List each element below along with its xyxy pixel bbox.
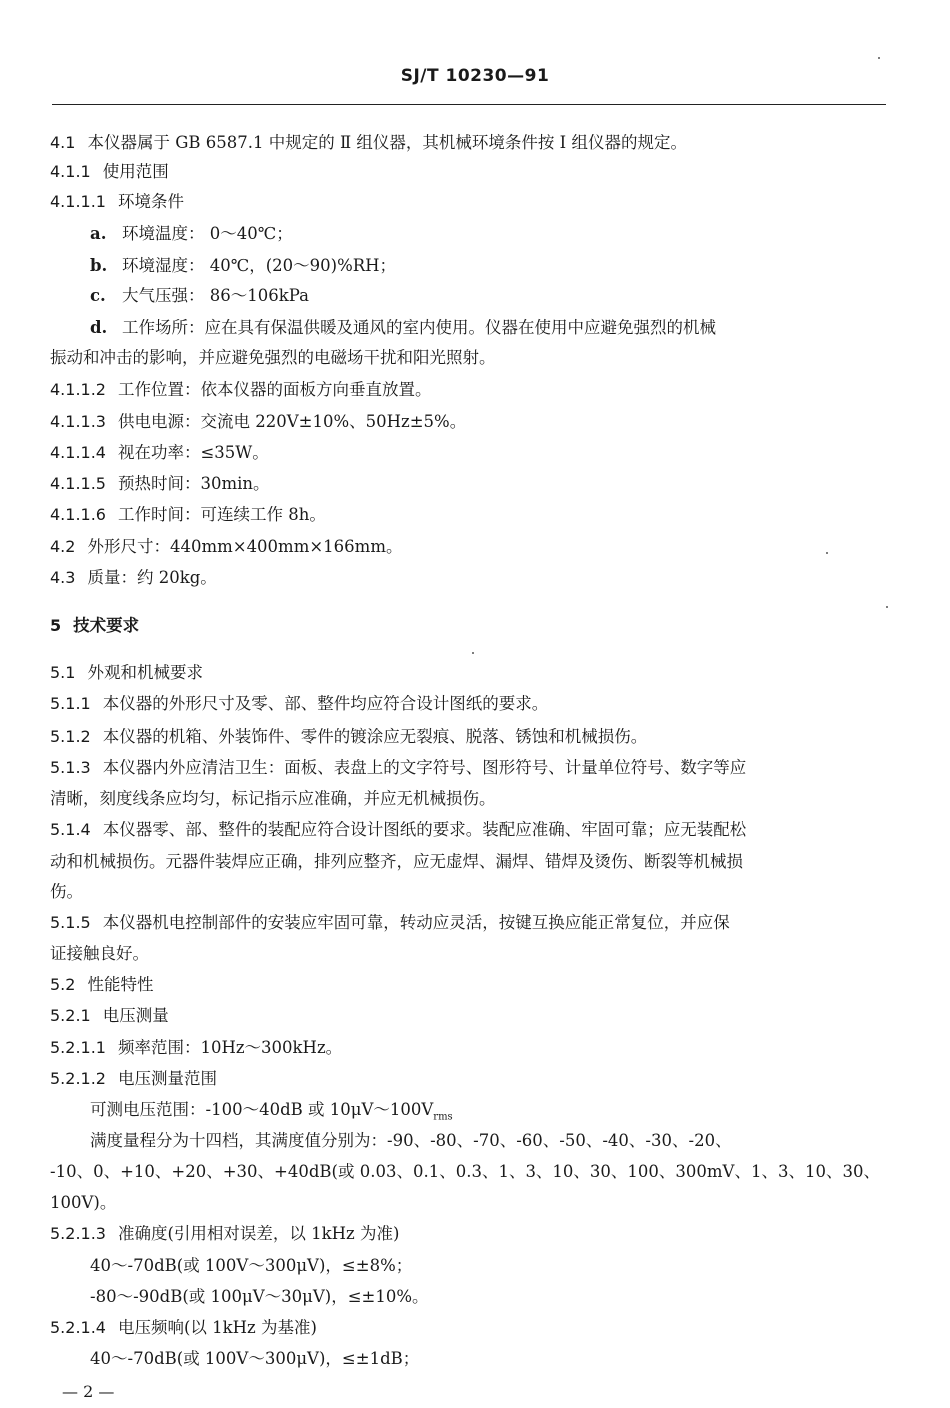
clause-4-1-1-4: 4.1.1.4 视在功率：≤35W。	[50, 443, 269, 462]
clause-4-2: 4.2 外形尺寸：440mm×400mm×166mm。	[50, 537, 403, 556]
clause-5-1-5: 5.1.5 本仪器机电控制部件的安装应牢固可靠，转动应灵活，按键互换应能正常复位，并应保	[50, 913, 730, 932]
clause-5-1-4-cont1: 动和机械损伤。元器件装焊应正确，排列应整齐，应无虚焊、漏焊、错焊及烫伤、断裂等机械损	[50, 852, 743, 871]
list-item-c: c. 大气压强： 86～106kPa	[90, 286, 309, 305]
clause-4-3: 4.3 质量：约 20kg。	[50, 568, 217, 587]
header-rule	[52, 104, 886, 105]
document-header: SJ/T 10230—91	[400, 66, 550, 86]
full-scale-ranges-cont2: 100V)。	[50, 1193, 117, 1212]
voltage-range-text: 可测电压范围：-100～40dB 或 $10\mu V\sim 100V_{rms}$	[90, 1100, 453, 1123]
accuracy-line-1: 40～-70dB(或 100V～300μV)，≤±8%；	[90, 1256, 413, 1275]
scan-speck	[826, 552, 828, 554]
list-item-d: d. 工作场所：应在具有保温供暖及通风的室内使用。仪器在使用中应避免强烈的机械	[90, 318, 716, 337]
frequency-response-line: 40～-70dB(或 100V～300μV)，≤±1dB；	[90, 1349, 420, 1368]
clause-4-1-1: 4.1.1 使用范围	[50, 162, 169, 181]
clause-5-1-1: 5.1.1 本仪器的外形尺寸及零、部、整件均应符合设计图纸的要求。	[50, 694, 549, 713]
list-item-d-cont: 振动和冲击的影响，并应避免强烈的电磁场干扰和阳光照射。	[50, 348, 496, 367]
clause-4-1-1-6: 4.1.1.6 工作时间：可连续工作 8h。	[50, 505, 326, 524]
scan-speck	[878, 57, 880, 59]
clause-5-1: 5.1 外观和机械要求	[50, 663, 203, 682]
section-5-title: 5 技术要求	[50, 616, 140, 635]
clause-5-1-3-cont: 清晰，刻度线条应均匀，标记指示应准确，并应无机械损伤。	[50, 789, 496, 808]
clause-4-1-1-5: 4.1.1.5 预热时间：30min。	[50, 474, 270, 493]
clause-4-1-1-3: 4.1.1.3 供电电源：交流电 220V±10%、50Hz±5%。	[50, 412, 467, 431]
clause-4-1-1-2: 4.1.1.2 工作位置：依本仪器的面板方向垂直放置。	[50, 380, 432, 399]
clause-5-1-3: 5.1.3 本仪器内外应清洁卫生：面板、表盘上的文字符号、图形符号、计量单位符号、数字等应	[50, 758, 747, 777]
accuracy-line-2: -80～-90dB(或 100μV～30μV)，≤±10%。	[90, 1287, 429, 1306]
scan-speck	[472, 652, 474, 654]
clause-5-1-4: 5.1.4 本仪器零、部、整件的装配应符合设计图纸的要求。装配应准确、牢固可靠；应无装配松	[50, 820, 747, 839]
list-item-a: a. 环境温度： 0～40℃；	[90, 224, 293, 243]
full-scale-ranges-cont1: -10、0、+10、+20、+30、+40dB(或 0.03、0.1、0.3、1、3、10、30、100、300mV、1、3、10、30、	[50, 1162, 880, 1181]
clause-5-2-1-2: 5.2.1.2 电压测量范围	[50, 1069, 217, 1088]
scan-speck	[886, 606, 888, 608]
clause-5-2-1-4: 5.2.1.4 电压频响(以 1kHz 为基准)	[50, 1318, 317, 1337]
clause-4-1: 4.1 本仪器属于 GB 6587.1 中规定的 Ⅱ 组仪器，其机械环境条件按 Ⅰ 组仪器的规定。	[50, 133, 687, 152]
clause-5-1-4-cont2: 伤。	[50, 882, 83, 901]
clause-5-1-5-cont: 证接触良好。	[50, 944, 149, 963]
clause-5-1-2: 5.1.2 本仪器的机箱、外装饰件、零件的镀涂应无裂痕、脱落、锈蚀和机械损伤。	[50, 727, 648, 746]
clause-5-2-1-3: 5.2.1.3 准确度(引用相对误差，以 1kHz 为准)	[50, 1224, 400, 1243]
full-scale-ranges-text: 满度量程分为十四档，其满度值分别为：-90、-80、-70、-60、-50、-40、-30、-20、	[90, 1131, 732, 1150]
list-item-b: b. 环境湿度： 40℃，(20～90)%RH；	[90, 256, 397, 275]
page-number: — 2 —	[62, 1382, 115, 1401]
clause-5-2-1: 5.2.1 电压测量	[50, 1006, 169, 1025]
clause-5-2: 5.2 性能特性	[50, 975, 154, 994]
clause-4-1-1-1: 4.1.1.1 环境条件	[50, 192, 184, 211]
clause-5-2-1-1: 5.2.1.1 频率范围：10Hz～300kHz。	[50, 1038, 343, 1057]
